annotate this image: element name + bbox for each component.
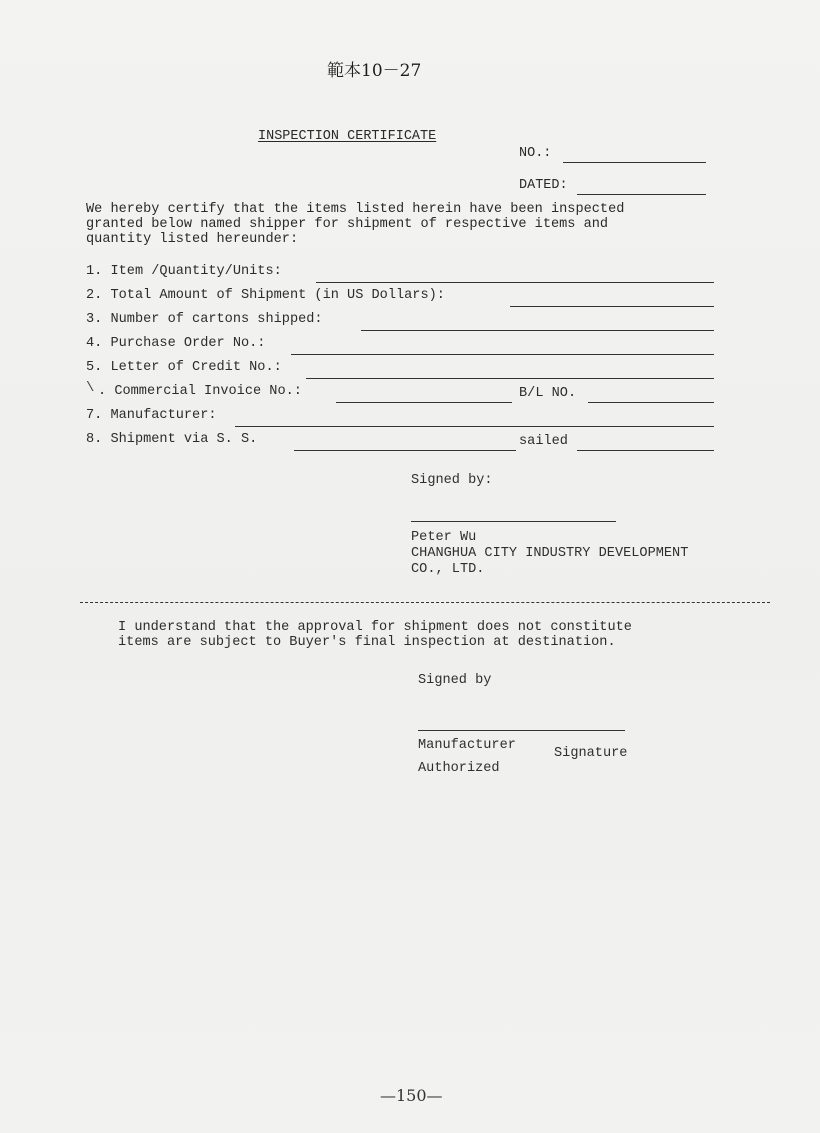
certificate-title: INSPECTION CERTIFICATE: [258, 129, 437, 144]
shipper-signature-line[interactable]: [411, 521, 616, 522]
signature-label: Signature: [554, 746, 628, 761]
manufacturer-field-label: 7. Manufacturer:: [86, 408, 217, 423]
no-label: NO.:: [519, 146, 552, 161]
signer-name: Peter Wu: [411, 530, 477, 545]
page-number: —150—: [380, 1086, 443, 1105]
authorized-label: Authorized: [418, 761, 500, 776]
manufacturer-label: Manufacturer: [418, 738, 516, 753]
sailed-line[interactable]: [577, 450, 714, 451]
purchase-order-label: 4. Purchase Order No.:: [86, 336, 266, 351]
signed-by-label: Signed by:: [411, 473, 493, 488]
letter-of-credit-label: 5. Letter of Credit No.:: [86, 360, 282, 375]
cartons-shipped-label: 3. Number of cartons shipped:: [86, 312, 323, 327]
commercial-invoice-label: . Commercial Invoice No.:: [98, 384, 302, 399]
intro-paragraph: [86, 202, 736, 247]
bl-no-label: B/L NO.: [519, 386, 577, 401]
note-line: items are subject to Buyer's final inspection at destination.: [118, 635, 616, 650]
dashed-separator: [80, 602, 770, 603]
intro-line: granted below named shipper for shipment of respective items and: [86, 217, 609, 232]
sailed-label: sailed: [519, 434, 568, 449]
item-quantity-units-line[interactable]: [316, 282, 714, 283]
intro-line: We hereby certify that the items listed herein have been inspected: [86, 202, 625, 217]
bl-no-line[interactable]: [588, 402, 714, 403]
manufacturer-line[interactable]: [235, 426, 714, 427]
cartons-shipped-line[interactable]: [361, 330, 714, 331]
item-quantity-units-label: 1. Item /Quantity/Units:: [86, 264, 282, 279]
field-six-mark: \: [86, 380, 95, 396]
company-name-line2: CO., LTD.: [411, 562, 485, 577]
total-amount-label: 2. Total Amount of Shipment (in US Dollars):: [86, 288, 445, 303]
shipment-via-label: 8. Shipment via S. S.: [86, 432, 258, 447]
letter-of-credit-line[interactable]: [306, 378, 714, 379]
form-code: 範本10－27: [327, 61, 422, 81]
signed-by-label-2: Signed by: [418, 673, 492, 688]
note-line: I understand that the approval for shipment does not constitute: [118, 620, 632, 635]
company-name-line1: CHANGHUA CITY INDUSTRY DEVELOPMENT: [411, 546, 689, 561]
no-field-line[interactable]: [563, 162, 706, 163]
intro-line: quantity listed hereunder:: [86, 232, 299, 247]
purchase-order-line[interactable]: [291, 354, 714, 355]
shipment-via-line[interactable]: [294, 450, 516, 451]
dated-field-line[interactable]: [577, 194, 706, 195]
manufacturer-signature-line[interactable]: [418, 730, 625, 731]
dated-label: DATED:: [519, 178, 568, 193]
commercial-invoice-line[interactable]: [336, 402, 512, 403]
total-amount-line[interactable]: [510, 306, 714, 307]
